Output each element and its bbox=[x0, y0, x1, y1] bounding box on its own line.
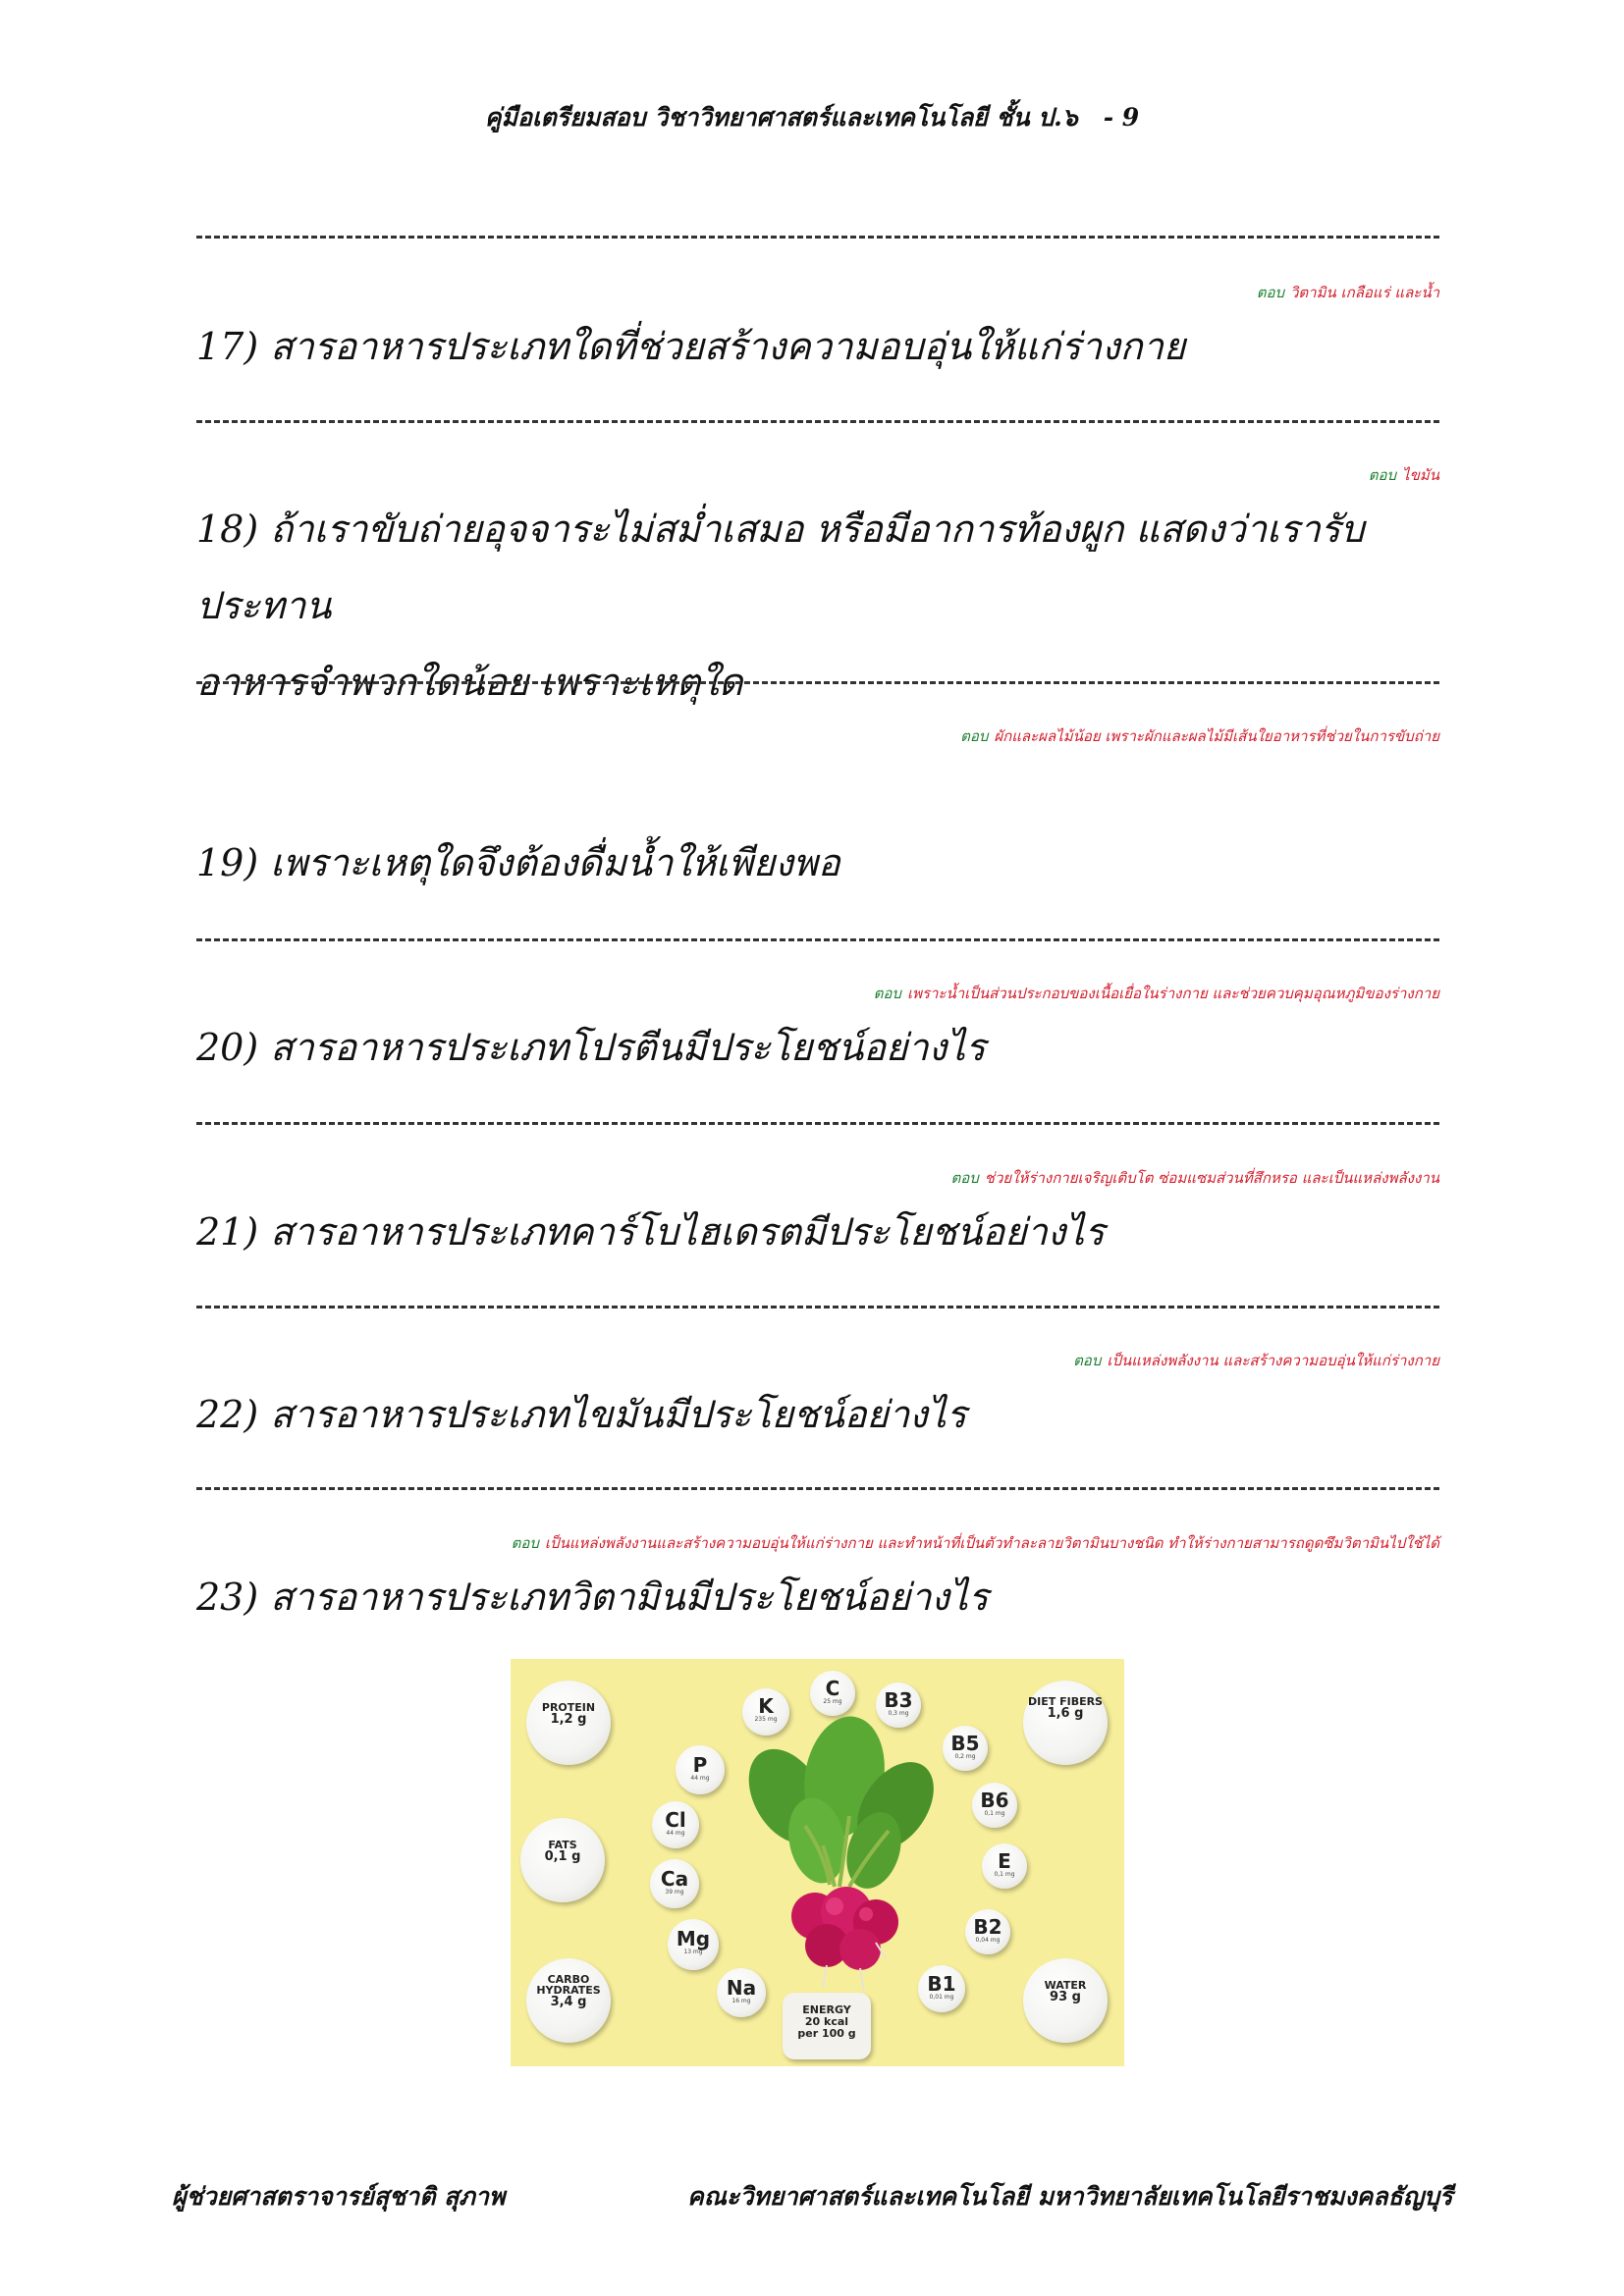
question-17: 17) สารอาหารประเภทใดที่ช่วยสร้างความอบอุ่นให้แก่ร่างกาย bbox=[196, 325, 1186, 368]
footer-institution: คณะวิทยาศาสตร์และเทคโนโลยี มหาวิทยาลัยเทคโนโลยีราชมงคลธัญบุรี bbox=[687, 2182, 1453, 2211]
pill-na: Na 16 mg bbox=[717, 1968, 766, 2017]
pill-p: P 44 mg bbox=[676, 1745, 725, 1794]
answer-text: ช่วยให้ร่างกายเจริญเติบโต ซ่อมแซมส่วนที่สึกหรอ และเป็นแหล่งพลังงาน bbox=[984, 1169, 1439, 1187]
header-title: คู่มือเตรียมสอบ วิชาวิทยาศาสตร์และเทคโนโลยี ชั้น ป.๖ bbox=[484, 103, 1078, 132]
answer-21 bbox=[1073, 1349, 1439, 1372]
pill-cl: Cl 44 mg bbox=[652, 1801, 699, 1848]
pill-b5: B5 0,2 mg bbox=[943, 1726, 988, 1771]
answer-line bbox=[196, 1487, 1439, 1490]
answer-19 bbox=[874, 982, 1439, 1005]
radish-illustration bbox=[511, 1659, 1124, 2066]
question-21: 21) สารอาหารประเภทคาร์โบไฮเดรตมีประโยชน์อย่างไร bbox=[196, 1210, 1105, 1254]
pill-mg: Mg 13 mg bbox=[668, 1919, 719, 1970]
answer-text: วิตามิน เกลือแร่ และน้ำ bbox=[1290, 284, 1439, 301]
answer-line bbox=[196, 236, 1439, 239]
answer-18 bbox=[960, 724, 1439, 748]
page-number: - 9 bbox=[1103, 103, 1140, 132]
answer-line bbox=[196, 1306, 1439, 1308]
answer-text: เพราะน้ำเป็นส่วนประกอบของเนื้อเยื่อในร่างกาย และช่วยควบคุมอุณหภูมิของร่างกาย bbox=[906, 985, 1439, 1002]
answer-22 bbox=[512, 1531, 1439, 1555]
question-19: 19) เพราะเหตุใดจึงต้องดื่มน้ำให้เพียงพอ bbox=[196, 841, 840, 884]
answer-line bbox=[196, 681, 1439, 684]
radish-nutrition-figure bbox=[511, 1659, 1124, 2066]
pill-protein: PROTEIN 1,2 g bbox=[526, 1681, 611, 1765]
answer-16 bbox=[1257, 281, 1439, 304]
answer-20 bbox=[951, 1166, 1439, 1190]
radish-roots bbox=[791, 1887, 898, 1991]
pill-b2: B2 0,04 mg bbox=[965, 1909, 1010, 1954]
energy-tag: ENERGY 20 kcal per 100 g bbox=[783, 1993, 871, 2059]
pill-b6: B6 0,1 mg bbox=[972, 1783, 1017, 1828]
answer-label: ตอบ bbox=[960, 727, 989, 745]
pill-c: C 25 mg bbox=[810, 1671, 855, 1716]
answer-text: ผักและผลไม้น้อย เพราะผักและผลไม้มีเส้นใยอาหารที่ช่วยในการขับถ่าย bbox=[994, 727, 1439, 745]
answer-label: ตอบ bbox=[1256, 284, 1284, 301]
answer-label: ตอบ bbox=[1073, 1352, 1102, 1369]
pill-b3: B3 0,3 mg bbox=[876, 1682, 921, 1728]
footer-author: ผู้ช่วยศาสตราจารย์สุชาติ สุภาพ bbox=[172, 2182, 506, 2211]
pill-b1: B1 0,01 mg bbox=[918, 1965, 965, 2012]
question-18-line1: 18) ถ้าเราขับถ่ายอุจจาระไม่สม่ำเสมอ หรือมีอาการท้องผูก แสดงว่าเรารับประทาน bbox=[196, 507, 1365, 627]
answer-line bbox=[196, 420, 1439, 423]
answer-label: ตอบ bbox=[511, 1534, 539, 1552]
answer-line bbox=[196, 1122, 1439, 1125]
question-18-line2: อาหารจำพวกใดน้อย เพราะเหตุใด bbox=[196, 661, 743, 704]
question-18 bbox=[196, 491, 1439, 721]
answer-label: ตอบ bbox=[1368, 466, 1397, 484]
pill-diet-fibers: DIET FIBERS 1,6 g bbox=[1023, 1681, 1108, 1765]
question-23: 23) สารอาหารประเภทวิตามินมีประโยชน์อย่างไร bbox=[196, 1575, 989, 1619]
answer-text: ไขมัน bbox=[1402, 466, 1439, 484]
answer-label: ตอบ bbox=[873, 985, 901, 1002]
answer-text: เป็นแหล่งพลังงาน และสร้างความอบอุ่นให้แก่ร่างกาย bbox=[1107, 1352, 1439, 1369]
page-header bbox=[0, 98, 1624, 137]
pill-e: E 0,1 mg bbox=[982, 1843, 1027, 1889]
pill-fats: FATS 0,1 g bbox=[520, 1818, 605, 1902]
answer-line bbox=[196, 938, 1439, 941]
pill-k: K 235 mg bbox=[742, 1688, 789, 1735]
pill-ca: Ca 39 mg bbox=[650, 1859, 699, 1908]
pill-carbohydrates: CARBO HYDRATES 3,4 g bbox=[526, 1958, 611, 2043]
pill-water: WATER 93 g bbox=[1023, 1958, 1108, 2043]
answer-text: เป็นแหล่งพลังงานและสร้างความอบอุ่นให้แก่ร่างกาย และทำหน้าที่เป็นตัวทำละลายวิตามินบางชนิด ทำให้ร่างกายสามารถดูดซึมวิตามินไปใช้ได้ bbox=[544, 1534, 1439, 1552]
question-22: 22) สารอาหารประเภทไขมันมีประโยชน์อย่างไร bbox=[196, 1393, 967, 1436]
answer-17 bbox=[1369, 463, 1439, 487]
question-20: 20) สารอาหารประเภทโปรตีนมีประโยชน์อย่างไร bbox=[196, 1026, 986, 1069]
answer-label: ตอบ bbox=[950, 1169, 979, 1187]
